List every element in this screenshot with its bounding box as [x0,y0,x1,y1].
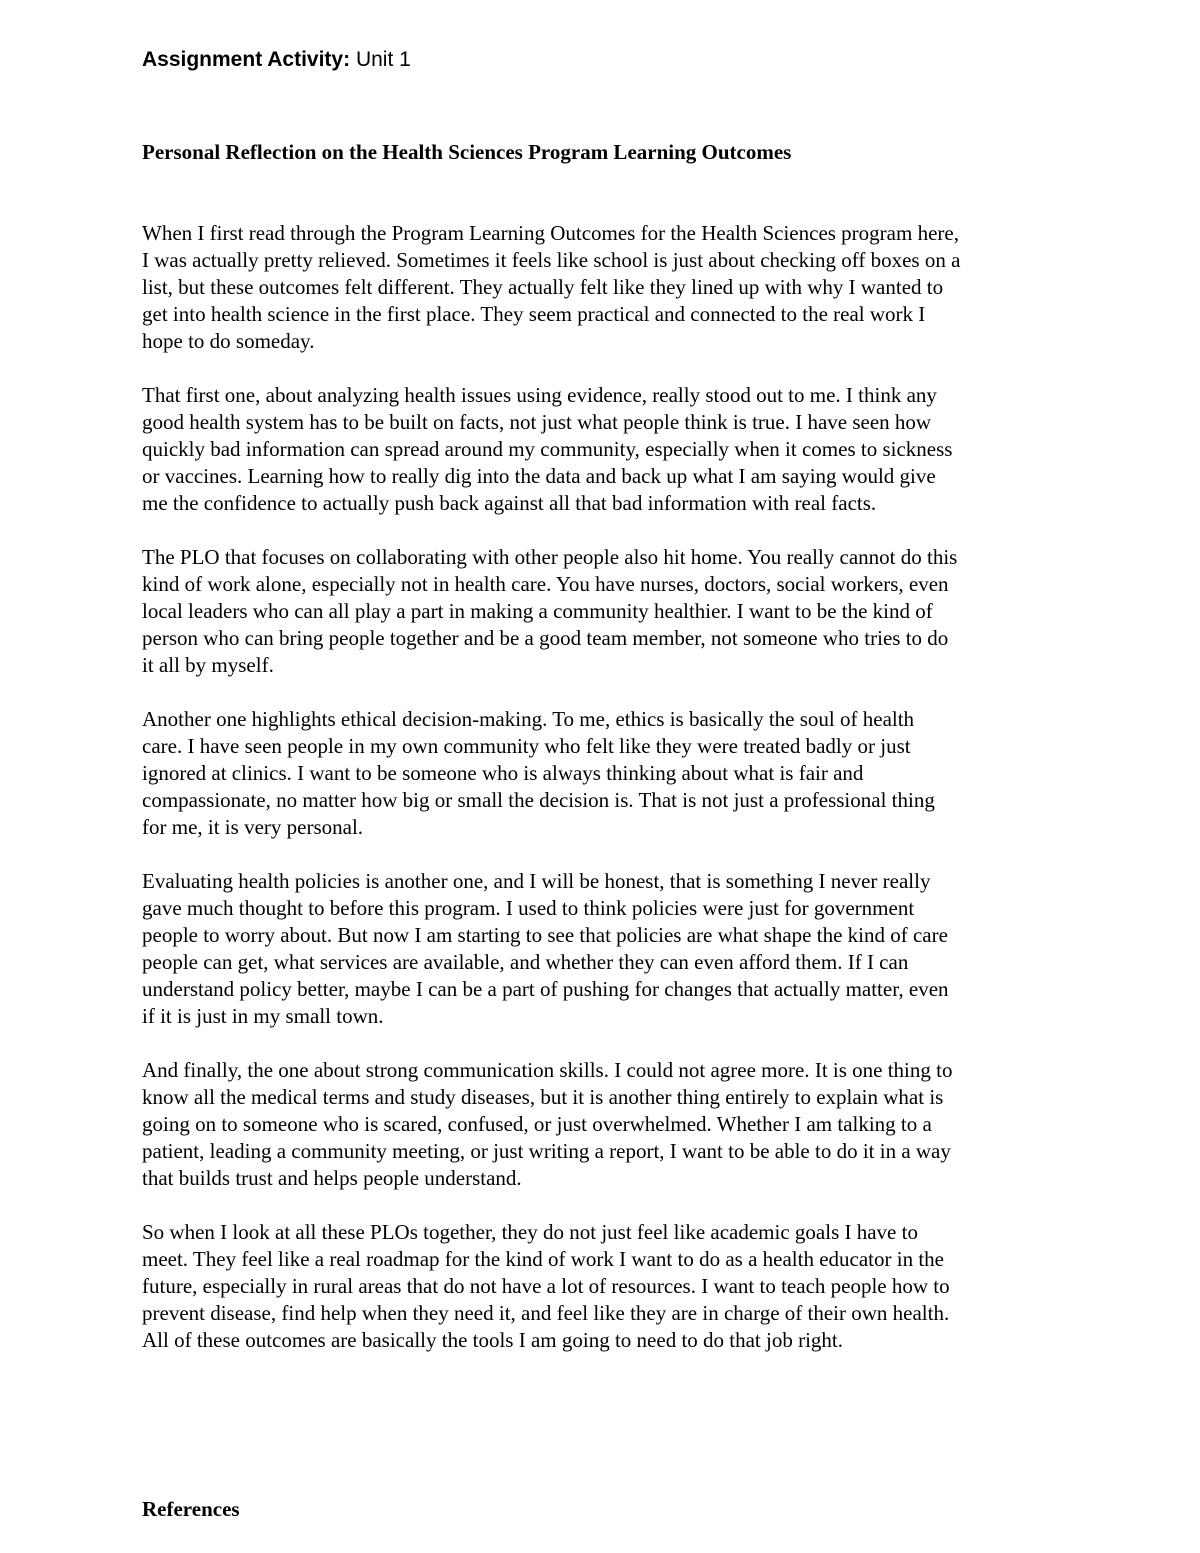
paragraph-conclusion [142,1219,1067,1354]
document-body [142,220,1067,1381]
text-line: understand policy better, maybe I can be a part of pushing for changes that actually matter, even [142,977,949,1001]
text-line: list, but these outcomes felt different. They actually felt like they lined up with why I wanted to [142,275,944,299]
text-line: When I first read through the Program Learning Outcomes for the Health Sciences program here, [142,221,959,245]
assignment-header [142,46,411,74]
references-heading: References [142,1497,240,1521]
paragraph-ethics [142,706,1067,841]
text-line: going on to someone who is scared, confused, or just overwhelmed. Whether I am talking to a [142,1112,932,1136]
text-line: hope to do someday. [142,329,315,353]
text-line: So when I look at all these PLOs together, they do not just feel like academic goals I have to [142,1220,918,1244]
text-line: if it is just in my small town. [142,1004,384,1028]
text-line: All of these outcomes are basically the tools I am going to need to do that job right. [142,1328,844,1352]
paragraph-intro [142,220,1067,355]
text-line: That first one, about analyzing health issues using evidence, really stood out to me. I think any [142,383,937,407]
text-line: or vaccines. Learning how to really dig into the data and back up what I am saying would give [142,464,936,488]
text-line: that builds trust and helps people understand. [142,1166,522,1190]
text-line: care. I have seen people in my own community who felt like they were treated badly or just [142,734,911,758]
document-title: Personal Reflection on the Health Sciences Program Learning Outcomes [142,140,792,164]
text-line: Another one highlights ethical decision-making. To me, ethics is basically the soul of health [142,707,915,731]
text-line: people can get, what services are available, and whether they can even afford them. If I can [142,950,909,974]
text-line: good health system has to be built on facts, not just what people think is true. I have seen how [142,410,932,434]
paragraph-policy [142,868,1067,1030]
text-line: future, especially in rural areas that do not have a lot of resources. I want to teach people how to [142,1274,950,1298]
text-line: local leaders who can all play a part in making a community healthier. I want to be the kind of [142,599,933,623]
text-line: The PLO that focuses on collaborating with other people also hit home. You really cannot do this [142,545,958,569]
paragraph-evidence [142,382,1067,517]
text-line: meet. They feel like a real roadmap for the kind of work I want to do as a health educator in the [142,1247,944,1271]
paragraph-communication [142,1057,1067,1192]
assignment-unit: Unit 1 [355,48,411,71]
text-line: it all by myself. [142,653,274,677]
text-line: quickly bad information can spread around my community, especially when it comes to sickness [142,437,953,461]
assignment-label: Assignment Activity: [142,48,351,71]
text-line: prevent disease, find help when they need it, and feel like they are in charge of their own health. [142,1301,950,1325]
text-line: I was actually pretty relieved. Sometimes it feels like school is just about checking off boxes on a [142,248,961,272]
text-line: people to worry about. But now I am starting to see that policies are what shape the kind of care [142,923,948,947]
text-line: get into health science in the first place. They seem practical and connected to the real work I [142,302,926,326]
text-line: person who can bring people together and be a good team member, not someone who tries to do [142,626,949,650]
text-line: me the confidence to actually push back against all that bad information with real facts. [142,491,877,515]
text-line: for me, it is very personal. [142,815,364,839]
paragraph-collaboration [142,544,1067,679]
text-line: And finally, the one about strong communication skills. I could not agree more. It is one thing to [142,1058,953,1082]
text-line: gave much thought to before this program. I used to think policies were just for government [142,896,915,920]
text-line: kind of work alone, especially not in health care. You have nurses, doctors, social workers, even [142,572,949,596]
text-line: Evaluating health policies is another one, and I will be honest, that is something I never really [142,869,931,893]
text-line: know all the medical terms and study diseases, but it is another thing entirely to explain what is [142,1085,944,1109]
text-line: patient, leading a community meeting, or just writing a report, I want to be able to do it in a way [142,1139,951,1163]
text-line: ignored at clinics. I want to be someone who is always thinking about what is fair and [142,761,864,785]
text-line: compassionate, no matter how big or small the decision is. That is not just a professional thing [142,788,935,812]
